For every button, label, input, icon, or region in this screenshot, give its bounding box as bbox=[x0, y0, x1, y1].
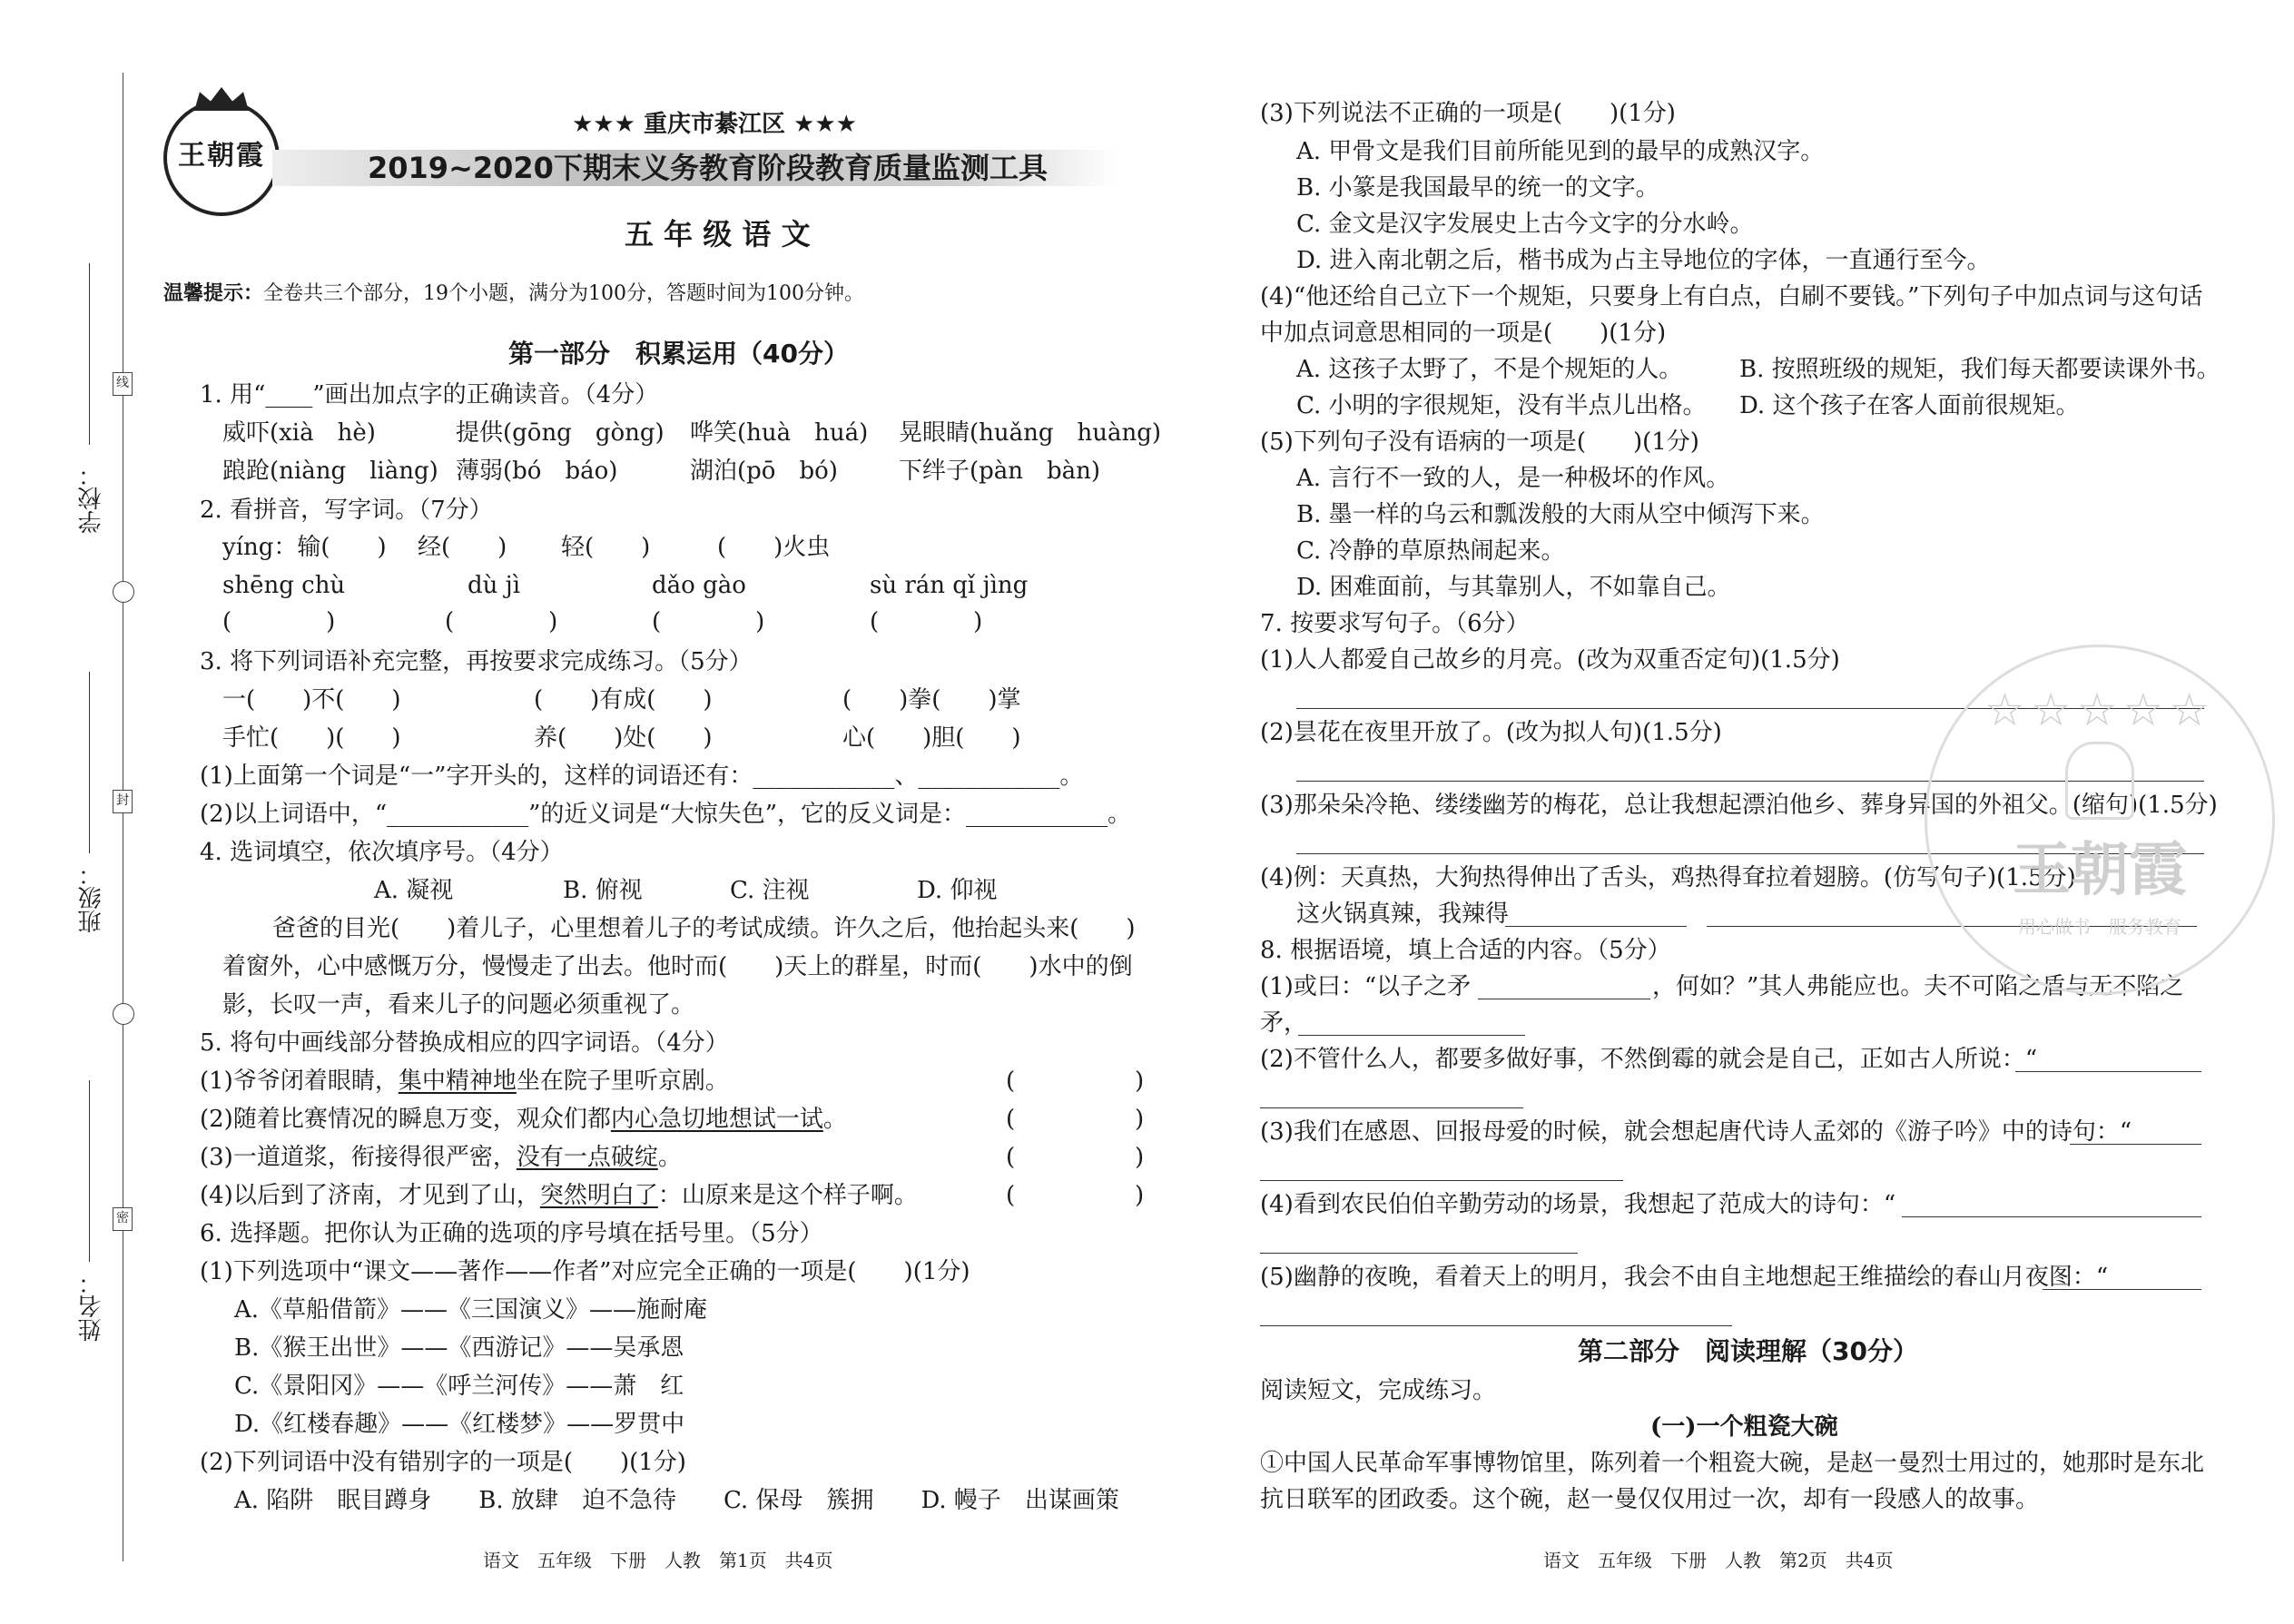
watermark-stars-icon: ☆☆☆☆☆ bbox=[1984, 684, 2216, 736]
tip-label: 温馨提示： bbox=[163, 281, 264, 305]
q6-3-option: B. 小篆是我国最早的统一的文字。 bbox=[1296, 174, 1659, 202]
q5-item bbox=[200, 1142, 682, 1173]
q8-4: (4)看到农民伯伯辛勤劳动的场景，我想起了范成大的诗句：“ bbox=[1260, 1191, 1896, 1218]
side-name-label: 姓名： bbox=[78, 1271, 105, 1342]
q6-1-stem: (1)下列选项中“课文——著作——作者”对应完全正确的一项是( )(1分) bbox=[200, 1258, 970, 1285]
q5-answer-close: ) bbox=[1135, 1106, 1145, 1133]
watermark-seal-icon bbox=[1925, 645, 2275, 995]
q7-2: (2)昙花在夜里开放了。(改为拟人句)(1.5分) bbox=[1260, 719, 1722, 746]
q6-2-options: A. 陷阱 眠目蹲身 B. 放肆 迫不急待 C. 保母 簇拥 D. 幔子 出谋画策 bbox=[234, 1487, 1119, 1514]
side-name-blank bbox=[89, 1080, 90, 1262]
q7-stem: 7. 按要求写句子。（6分） bbox=[1260, 610, 1530, 637]
q5-item bbox=[200, 1104, 847, 1135]
q4-option: D. 仰视 bbox=[917, 877, 998, 904]
q5-item bbox=[200, 1066, 729, 1097]
q4-passage-3: 影，长叹一声，看来儿子的问题必须重视了。 bbox=[222, 991, 695, 1019]
q5-answer-open: ( bbox=[1006, 1068, 1016, 1095]
q5-text: (3)一道道浆，衔接得很严密， bbox=[200, 1144, 517, 1171]
q6-1-option: C.《景阳冈》——《呼兰河传》——萧 红 bbox=[234, 1373, 684, 1400]
q2-answer-blank[interactable]: ( ) bbox=[222, 608, 336, 635]
q2-pinyin: dǎo gào bbox=[652, 572, 746, 599]
q6-4-stem-2: 中加点词意思相同的一项是( )(1分) bbox=[1260, 320, 1667, 347]
side-mark-mi: 密 bbox=[113, 1207, 133, 1231]
q2-answer-blank[interactable]: ( ) bbox=[652, 608, 765, 635]
q3-item: 手忙( )( ) bbox=[222, 724, 401, 752]
q5-underlined: 没有一点破绽 bbox=[516, 1144, 658, 1171]
q6-5-option: A. 言行不一致的人，是一种极坏的作风。 bbox=[1296, 465, 1730, 492]
q7-4: (4)例：天真热，大狗热得伸出了舌头，鸡热得耷拉着翅膀。(仿写句子)(1.5分) bbox=[1260, 864, 2076, 891]
q6-5-stem: (5)下列句子没有语病的一项是( )(1分) bbox=[1260, 428, 1699, 456]
q6-4-option: C. 小明的字很规矩，没有半点儿出格。 bbox=[1296, 392, 1707, 419]
watermark-portrait-icon bbox=[2065, 742, 2134, 820]
page-footer-2: 语文 五年级 下册 人教 第2页 共4页 bbox=[1543, 1550, 1894, 1571]
q1-item: 哗笑(huà huá) bbox=[690, 419, 869, 447]
side-mark-feng: 封 bbox=[113, 790, 133, 813]
q1-item: 提供(gōng gòng) bbox=[456, 419, 665, 447]
q5-text: 。 bbox=[822, 1106, 847, 1133]
q5-stem: 5. 将句中画线部分替换成相应的四字词语。（4分） bbox=[200, 1029, 729, 1057]
article-title: (一)一个粗瓷大碗 bbox=[1650, 1413, 1838, 1441]
part2-title: 第二部分 阅读理解（30分） bbox=[1578, 1336, 1918, 1366]
q5-text: ：山原来是这个样子啊。 bbox=[657, 1182, 918, 1209]
part1-title: 第一部分 积累运用（40分） bbox=[508, 339, 849, 369]
q6-2-stem: (2)下列词语中没有错别字的一项是( )(1分) bbox=[200, 1449, 686, 1476]
q4-option: B. 俯视 bbox=[563, 877, 643, 904]
q5-item bbox=[200, 1180, 918, 1211]
q8-4-blank-2[interactable] bbox=[1260, 1253, 1578, 1254]
q7-4-prompt: 这火锅真辣，我辣得 bbox=[1296, 901, 1510, 928]
q2-item: yíng：输( ) bbox=[222, 534, 387, 561]
q4-passage-2: 着窗外，心中感慨万分，慢慢走了出去。他时而( )天上的群星，时而( )水中的倒 bbox=[222, 953, 1133, 980]
q3-item: ( )有成( ) bbox=[534, 686, 713, 714]
q5-underlined: 内心急切地想试一试 bbox=[610, 1106, 823, 1133]
q8-stem: 8. 根据语境，填上合适的内容。（5分） bbox=[1260, 937, 1671, 964]
logo-text: 王朝霞 bbox=[178, 140, 265, 172]
q2-item: ( )火虫 bbox=[717, 534, 831, 561]
q1-item: 湖泊(pō bó) bbox=[690, 458, 838, 485]
q4-option: C. 注视 bbox=[730, 877, 810, 904]
q8-4-blank-1[interactable] bbox=[1902, 1216, 2201, 1217]
q5-text: 坐在院子里听京剧。 bbox=[516, 1068, 729, 1095]
q8-3-blank-2[interactable] bbox=[1260, 1180, 1623, 1181]
logo-seal-icon bbox=[163, 100, 280, 216]
q5-answer-open: ( bbox=[1006, 1182, 1016, 1209]
q6-3-option: C. 金文是汉字发展史上古今文字的分水岭。 bbox=[1296, 211, 1754, 238]
q6-5-option: B. 墨一样的乌云和瓢泼般的大雨从空中倾泻下来。 bbox=[1296, 501, 1825, 528]
q8-5: (5)幽静的夜晚，看着天上的明月，我会不由自主地想起王维描绘的春山月夜图：“ bbox=[1260, 1264, 2109, 1291]
side-class-label: 班级： bbox=[78, 862, 105, 933]
article-paragraph-2: 抗日联军的团政委。这个碗，赵一曼仅仅用过一次，却有一段感人的故事。 bbox=[1260, 1486, 2040, 1513]
q3-item: 心( )胆( ) bbox=[842, 724, 1021, 752]
q6-1-option: A.《草船借箭》——《三国演义》——施耐庵 bbox=[234, 1296, 708, 1324]
q3-item: 养( )处( ) bbox=[534, 724, 713, 752]
q2-pinyin: sù rán qǐ jìng bbox=[870, 572, 1029, 599]
tip-line bbox=[163, 278, 864, 310]
q2-stem: 2. 看拼音，写字词。（7分） bbox=[200, 497, 493, 524]
header-title: 2019~2020下期末义务教育阶段教育质量监测工具 bbox=[368, 151, 1048, 185]
q5-text: (4)以后到了济南，才见到了山， bbox=[200, 1182, 540, 1209]
q5-answer-close: ) bbox=[1135, 1144, 1145, 1171]
q8-2: (2)不管什么人，都要多做好事，不然倒霉的就会是自己，正如古人所说：“ bbox=[1260, 1046, 2038, 1073]
q4-stem: 4. 选词填空，依次填序号。（4分） bbox=[200, 839, 564, 866]
q6-5-option: D. 困难面前，与其靠别人，不如靠自己。 bbox=[1296, 574, 1731, 601]
subject-title: 五 年 级 语 文 bbox=[625, 217, 811, 251]
q6-4-stem: (4)“他还给自己立下一个规矩，只要身上有白点，白刷不要钱。”下列句子中加点词与这句话 bbox=[1260, 283, 2203, 310]
binding-hole-icon bbox=[113, 581, 134, 603]
q5-answer-close: ) bbox=[1135, 1068, 1145, 1095]
q1-item: 下绊子(pàn bàn) bbox=[899, 458, 1101, 485]
side-school-label: 学校： bbox=[78, 463, 105, 534]
q6-stem: 6. 选择题。把你认为正确的选项的序号填在括号里。（5分） bbox=[200, 1220, 823, 1247]
q4-passage-1: 爸爸的目光( )着儿子，心里想着儿子的考试成绩。许久之后，他抬起头来( ) bbox=[272, 915, 1136, 942]
page-footer-1: 语文 五年级 下册 人教 第1页 共4页 bbox=[483, 1550, 833, 1571]
q2-answer-blank[interactable]: ( ) bbox=[445, 608, 558, 635]
q1-item: 晃眼睛(huǎng huàng) bbox=[899, 419, 1162, 447]
watermark-text: 王朝霞 bbox=[2013, 836, 2187, 904]
q5-answer-open: ( bbox=[1006, 1106, 1016, 1133]
q8-1-c: 矛， bbox=[1260, 1009, 1308, 1037]
q7-3: (3)那朵朵冷艳、缕缕幽芳的梅花，总让我想起漂泊他乡、葬身异国的外祖父。(缩句)(1.5分) bbox=[1260, 792, 2218, 819]
article-paragraph-1: ①中国人民革命军事博物馆里，陈列着一个粗瓷大碗，是赵一曼烈士用过的，她那时是东北 bbox=[1260, 1450, 2205, 1477]
q6-3-option: D. 进入南北朝之后，楷书成为占主导地位的字体，一直通行至今。 bbox=[1296, 247, 1991, 274]
q6-1-option: B.《猴王出世》——《西游记》——吴承恩 bbox=[234, 1334, 684, 1362]
q6-3-stem: (3)下列说法不正确的一项是( )(1分) bbox=[1260, 100, 1676, 127]
q5-answer-close: ) bbox=[1135, 1182, 1145, 1209]
q2-answer-blank[interactable]: ( ) bbox=[870, 608, 983, 635]
side-school-blank bbox=[89, 263, 90, 445]
q6-4-option: A. 这孩子太野了，不是个规矩的人。 bbox=[1296, 356, 1683, 383]
q8-1-a: (1)或曰：“以子之矛 bbox=[1260, 973, 1472, 1000]
q7-1: (1)人人都爱自己故乡的月亮。(改为双重否定句)(1.5分) bbox=[1260, 646, 1840, 674]
q3-sub-1: (1)上面第一个词是“一”字开头的，这样的词语还有：____________、____________。 bbox=[200, 763, 1084, 790]
q3-stem: 3. 将下列词语补充完整，再按要求完成练习。（5分） bbox=[200, 648, 753, 675]
q3-item: 一( )不( ) bbox=[222, 686, 401, 714]
q6-3-option: A. 甲骨文是我们目前所能见到的最早的成熟汉字。 bbox=[1296, 138, 1825, 165]
q2-pinyin: dù jì bbox=[468, 572, 521, 599]
q8-1-b: ，何如？”其人弗能应也。夫不可陷之盾与无不陷之 bbox=[1652, 973, 2184, 1000]
q3-item: ( )拳( )掌 bbox=[842, 686, 1021, 714]
side-mark-xian: 线 bbox=[113, 372, 133, 396]
q2-pinyin: shēng chù bbox=[222, 572, 346, 599]
q8-5-blank-2[interactable] bbox=[1260, 1325, 1732, 1326]
q1-stem: 1. 用“____”画出加点字的正确读音。（4分） bbox=[200, 381, 659, 408]
q1-item: 威吓(xià hè) bbox=[222, 419, 376, 447]
q8-3-blank-1[interactable] bbox=[2070, 1144, 2201, 1145]
q6-4-option: D. 这个孩子在客人面前很规矩。 bbox=[1739, 392, 2080, 419]
q1-item: 踉跄(niàng liàng) bbox=[222, 458, 438, 485]
q8-3: (3)我们在感恩、回报母爱的时候，就会想起唐代诗人孟郊的《游子吟》中的诗句：“ bbox=[1260, 1118, 2132, 1146]
tip-text: 全卷共三个部分，19个小题，满分为100分，答题时间为100分钟。 bbox=[263, 282, 864, 305]
q1-item: 薄弱(bó báo) bbox=[456, 458, 618, 485]
q2-item: 经( ) bbox=[418, 534, 507, 561]
q6-1-option: D.《红楼春趣》——《红楼梦》——罗贯中 bbox=[234, 1411, 685, 1438]
q5-text: (1)爷爷闭着眼睛， bbox=[200, 1068, 399, 1095]
q5-underlined: 突然明白了 bbox=[539, 1182, 658, 1209]
q5-text: 。 bbox=[657, 1144, 682, 1171]
header-region: ★★★ 重庆市綦江区 ★★★ bbox=[572, 111, 857, 138]
q8-2-blank-2[interactable] bbox=[1260, 1107, 1523, 1108]
q5-answer-open: ( bbox=[1006, 1144, 1016, 1171]
q7-4-blank-1[interactable] bbox=[1505, 926, 1687, 927]
q4-option: A. 凝视 bbox=[374, 877, 454, 904]
q8-5-blank-1[interactable] bbox=[2043, 1289, 2201, 1290]
side-class-blank bbox=[89, 672, 90, 853]
q6-5-option: C. 冷静的草原热闹起来。 bbox=[1296, 537, 1565, 565]
watermark-sub: 用心做书 服务教育 bbox=[2018, 916, 2181, 938]
read-intro: 阅读短文，完成练习。 bbox=[1260, 1377, 1497, 1404]
q3-sub-2: (2)以上词语中，“____________”的近义词是“大惊失色”，它的反义词是：____________。 bbox=[200, 801, 1131, 828]
q2-item: 轻( ) bbox=[561, 534, 651, 561]
q6-4-option: B. 按照班级的规矩，我们每天都要读课外书。 bbox=[1739, 356, 2220, 383]
q8-1-blank-2[interactable] bbox=[1298, 1035, 1525, 1036]
binding-hole-icon bbox=[113, 1003, 134, 1025]
q5-underlined: 集中精神地 bbox=[398, 1068, 517, 1095]
q8-2-blank-1[interactable] bbox=[2015, 1071, 2201, 1072]
q5-text: (2)随着比赛情况的瞬息万变，观众们都 bbox=[200, 1106, 611, 1133]
logo-crown-icon bbox=[194, 87, 249, 111]
